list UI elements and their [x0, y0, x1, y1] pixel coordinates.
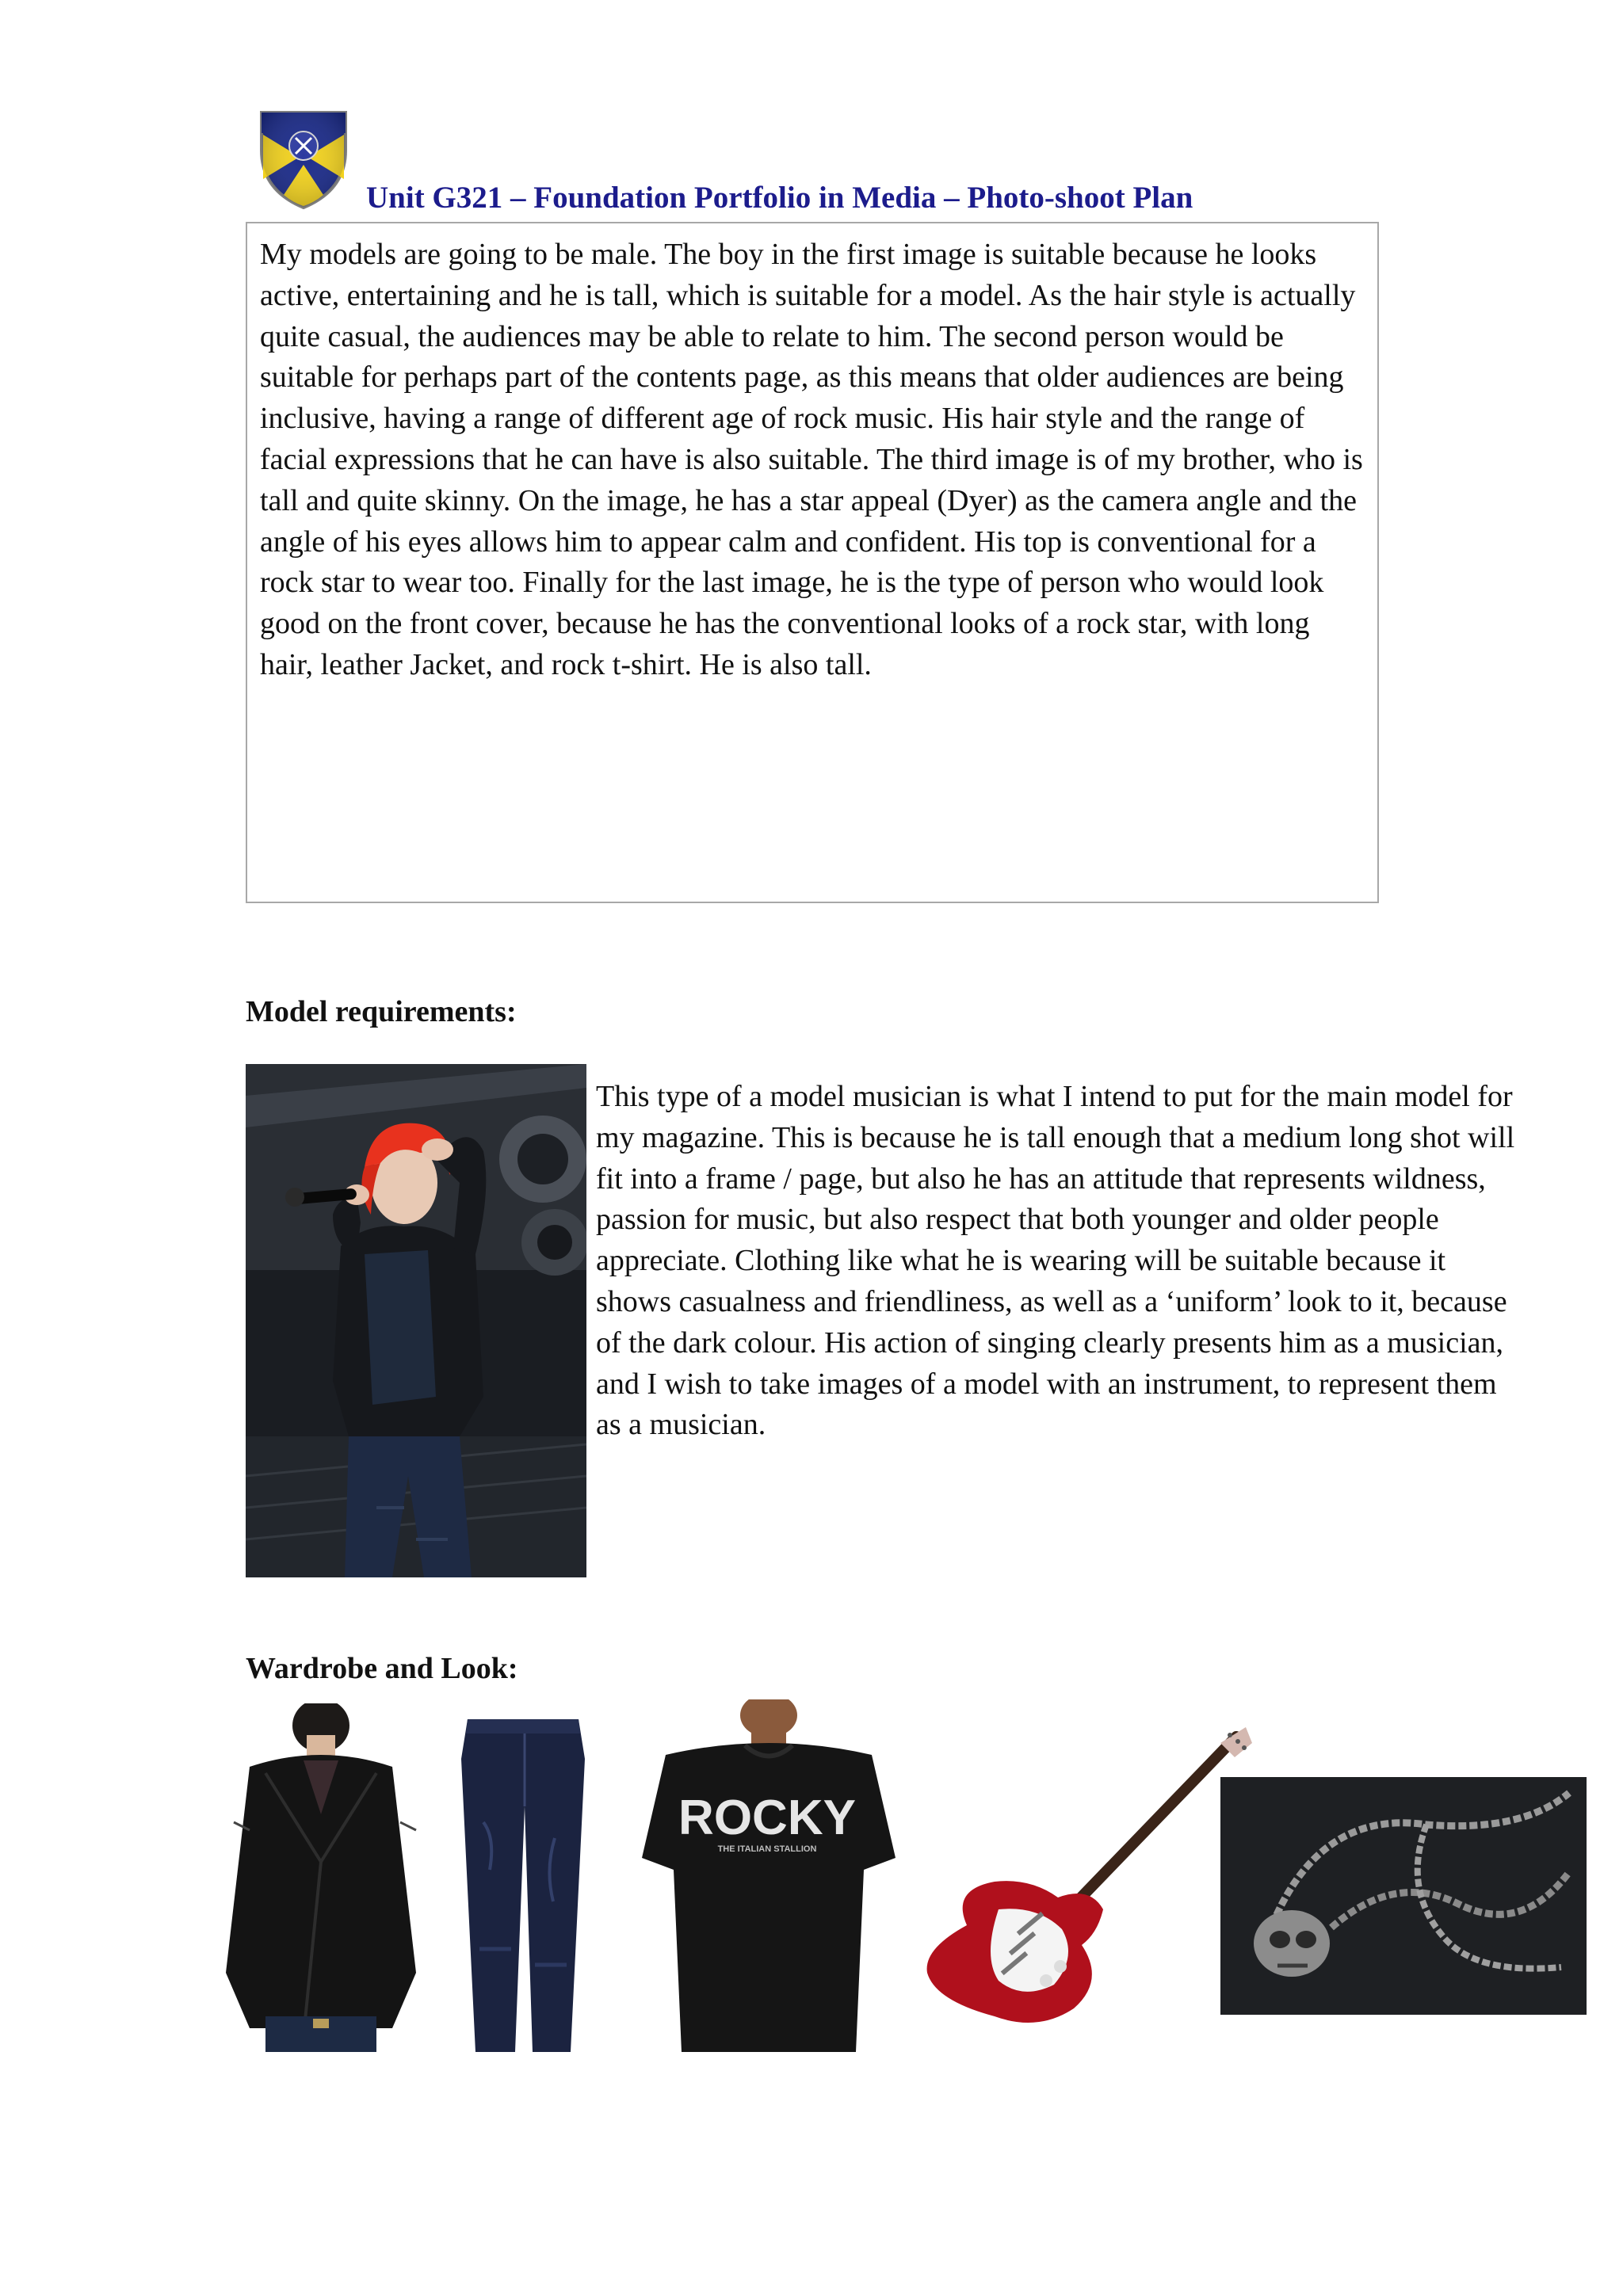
intro-text-box [246, 222, 1379, 903]
leather-jacket-image [218, 1703, 424, 2052]
school-crest-icon [252, 101, 355, 212]
wardrobe-heading: Wardrobe and Look: [246, 1652, 518, 1685]
tshirt-print-text: ROCKY [678, 1791, 856, 1845]
rocky-tshirt-image [634, 1699, 896, 2052]
jeans-image [452, 1711, 594, 2060]
skull-necklace-image [1220, 1777, 1587, 2015]
intro-paragraph: My models are going to be male. The boy in the first image is suitable because he looks active, entertaining and he is tall, which is suitable for a model. As the hair style is actually quite casual, the audiences may be able to relate to him. The second person would be suitable for perhaps part of the contents page, as this means that older audiences are being inclusive, having a range of different age of rock music. His hair style and the range of facial expressions that he can have is also suitable. The third image is of my brother, who is tall and quite skinny. On the image, he has a star appeal (Dyer) as the camera angle and the angle of his eyes allows him to appear calm and confident. His top is conventional for a rock star to wear too. Finally for the last image, he is the type of person who would look good on the front cover, because he has the conventional looks of a rock star, with long hair, leather Jacket, and rock t-shirt. He is also tall. [260, 238, 1363, 681]
model-requirements-paragraph: This type of a model musician is what I intend to put for the main model for my magazine. This is because he is tall enough that a medium long shot will fit into a frame / page, but also he has an attitude that represents wildness, passion for music, but also respect that both younger and older people appreciate. Clothing like what he is wearing will be suitable because it shows casualness and friendliness, as well as a ‘uniform’ look to it, because of the dark colour. His action of singing clearly presents him as a musician, and I wish to take images of a model with an instrument, to represent them as a musician. [596, 1080, 1515, 1442]
model-requirements-heading: Model requirements: [246, 995, 517, 1028]
tshirt-subprint-text: THE ITALIAN STALLION [717, 1844, 817, 1854]
document-title: Unit G321 – Foundation Portfolio in Media – Photo-shoot Plan [366, 181, 1193, 215]
model-singer-photo [246, 1064, 586, 1577]
electric-guitar-image [919, 1719, 1252, 2036]
